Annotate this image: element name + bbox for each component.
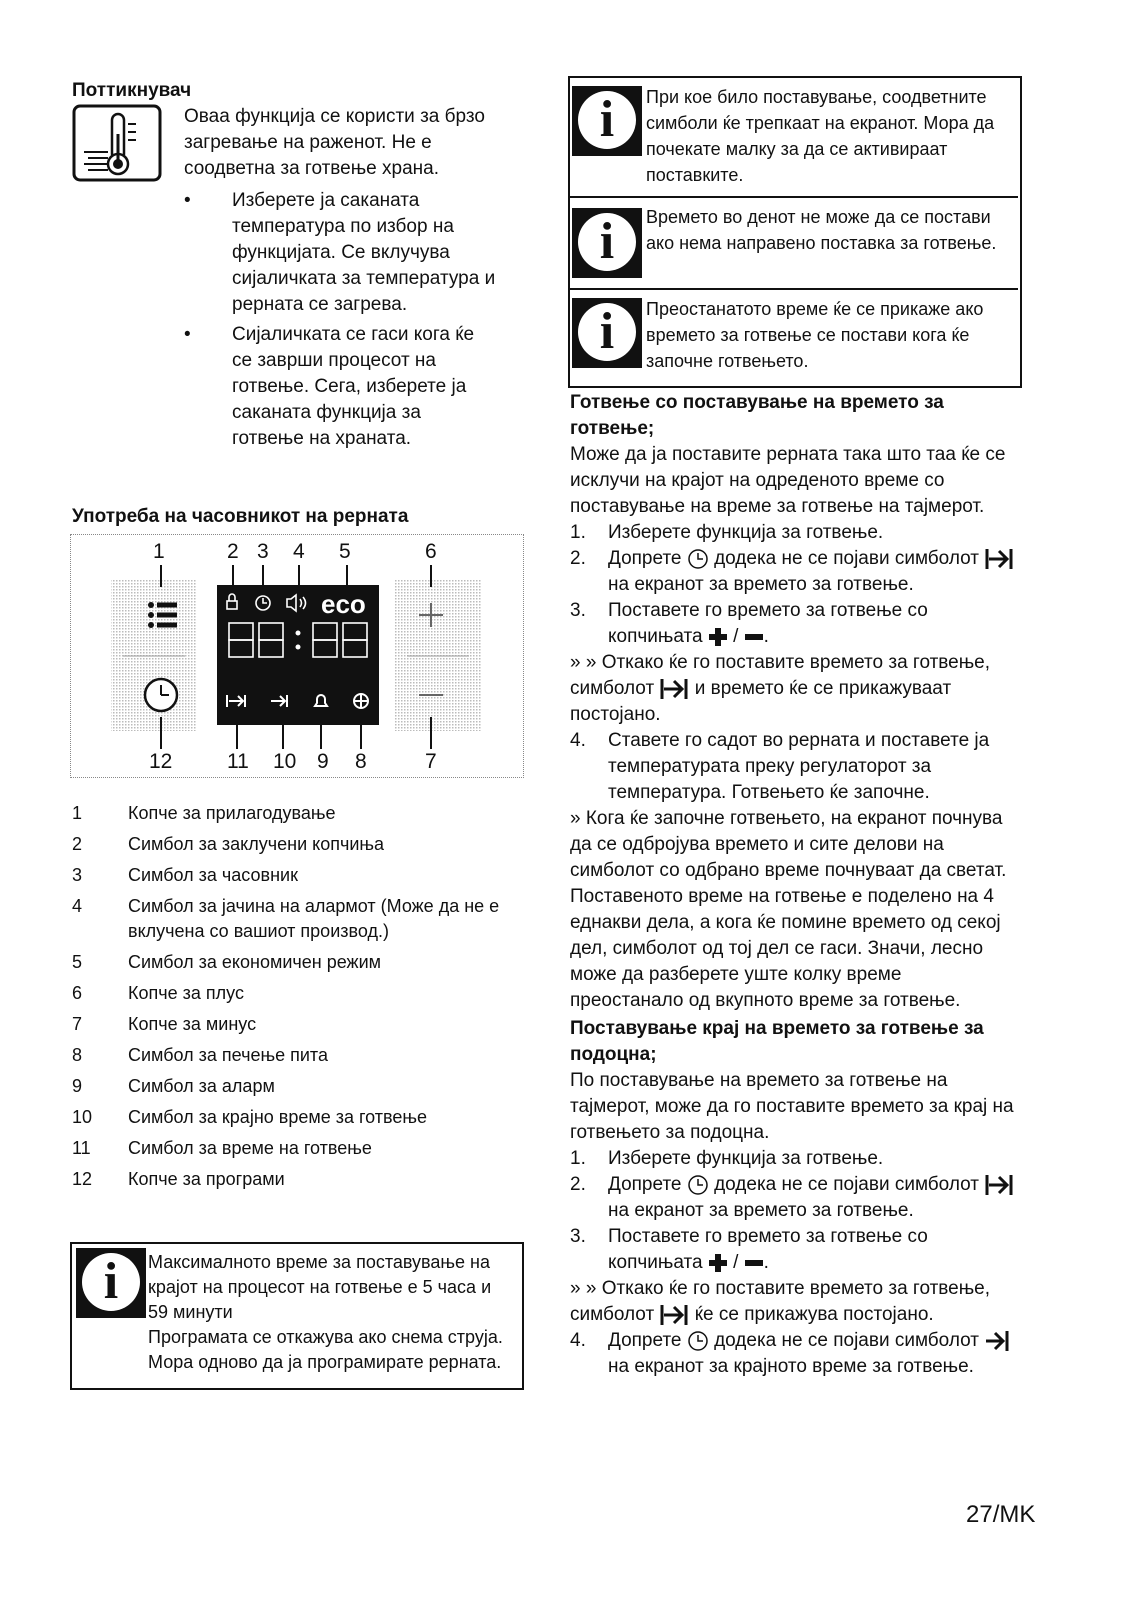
diagram-label-10: 10: [273, 750, 297, 773]
clock-heading: Употреба на часовникот на рерната: [72, 506, 409, 527]
info-icon: i: [572, 298, 642, 368]
info-icon: i: [572, 208, 642, 278]
legend-item: 1 Копче за прилагодување: [72, 803, 336, 823]
section-cooking-time-step4: [570, 728, 1030, 806]
step-item: 2. Допрете додека не се појави симболот на екранот за времето за готвење.: [570, 546, 1030, 598]
diagram-label-6: 6: [425, 540, 437, 563]
section-end-time-step4: [570, 1328, 1030, 1380]
legend-item: 2 Симбол за заклучени копчиња: [72, 834, 385, 854]
info-icon: i: [572, 86, 642, 156]
section-end-time-heading: Поставување крај на времето за готвење за подоцна;: [570, 1018, 984, 1065]
plus-icon: [708, 627, 728, 647]
legend-item: 5 Симбол за економичен режим: [72, 952, 382, 972]
info-2: i Времето во денот не може да се постави ако нема направено поставка за готвење.: [570, 200, 1018, 284]
legend-item: 12 Копче за програми: [72, 1169, 285, 1189]
minus-icon: [744, 627, 764, 647]
clock-icon: [687, 1330, 709, 1352]
step-item: 3. Поставете го времето за готвење со копчињата / .: [570, 1226, 928, 1273]
booster-heading: Поттикнувач: [72, 80, 192, 101]
cooking-time-icon: [984, 547, 1014, 571]
legend-item: 6 Копче за плус: [72, 983, 244, 1003]
diagram-label-2: 2: [227, 540, 239, 563]
diagram-label-4: 4: [293, 540, 305, 563]
cooking-time-icon: [659, 677, 689, 701]
diagram-label-7: 7: [425, 750, 437, 773]
section-cooking-time-paragraph: » Кога ќе започне готвењето, на екранот почнува да се одбројува времето и сите делови на симболот со одбрано време почнуваат да светат. Поставеното време на готвење е поделено на 4 еднакви дела, а кога ќе помине времето од секој дел, симболот од тој дел се гаси. Значи, лесно може да разберете уште колку време преостанало од вкупното време за готвење.: [570, 808, 1007, 1011]
legend-item: 3 Симбол за часовник: [72, 865, 298, 885]
divider: [570, 288, 1018, 290]
section-cooking-time-steps: [570, 520, 1030, 650]
step-item: 1. Изберете функција за готвење.: [570, 522, 884, 543]
section-end-time-note: » » Откако ќе го поставите времето за готвење, симболот ќе се прикажува постојано.: [570, 1278, 991, 1325]
step-item: 4. Ставете го садот во рерната и поставете ја температурата преку регулаторот за температура. Готвењето ќе започне.: [570, 730, 990, 803]
clock-icon: [687, 548, 709, 570]
legend-item: 10 Симбол за крајно време за готвење: [72, 1107, 428, 1127]
legend-item: 9 Симбол за аларм: [72, 1076, 275, 1096]
section-cooking-time-note: » » Откако ќе го поставите времето за готвење, симболот и времето ќе се прикажуваат постојано.: [570, 652, 991, 725]
page-number: 27/MK: [966, 1501, 1036, 1528]
section-end-time-intro: По поставување на времето за готвење на тајмерот, може да го поставите времето за крај на готвењето за подоцна.: [570, 1070, 1014, 1143]
info-3: i Преостанатото време ќе се прикаже ако времето за готвење се постави кога ќе започне готвењето.: [570, 292, 1018, 382]
diagram-leader-lines: [71, 535, 523, 777]
control-panel-diagram: [70, 534, 524, 778]
eco-symbol: eco: [321, 589, 366, 619]
info-1: i При кое било поставување, соодветните симболи ќе трепкаат на екранот. Мора да почекате малку за да се активираат поставките.: [570, 80, 1018, 190]
info-icon: i: [76, 1248, 146, 1318]
section-end-time-steps: [570, 1146, 1030, 1276]
legend-item: 4 Симбол за јачина на алармот (Може да не е вклучена со вашиот производ.): [72, 896, 500, 941]
section-cooking-time-heading: Готвење со поставување на времето за готвење;: [570, 392, 944, 439]
step-item: 3. Поставете го времето за готвење со копчињата / .: [570, 600, 928, 647]
cooking-time-icon: [659, 1303, 689, 1327]
plus-icon: [708, 1253, 728, 1273]
minus-icon: [744, 1253, 764, 1273]
thermometer-icon: [72, 104, 162, 182]
diagram-label-12: 12: [149, 750, 173, 773]
diagram-label-5: 5: [339, 540, 351, 563]
legend-item: 7 Копче за минус: [72, 1014, 257, 1034]
cooking-time-icon: [984, 1173, 1014, 1197]
diagram-label-8: 8: [355, 750, 367, 773]
diagram-label-3: 3: [257, 540, 269, 563]
booster-intro: Оваа функција се користи за брзо загревање на раженот. Не е соодветна за готвење храна.: [184, 106, 485, 179]
booster-bullet-1: • Изберете ја саканата температура по избор на функцијата. Се вклучува сијаличката за температура и рерната се загрева.: [184, 190, 496, 315]
clock-icon: [687, 1174, 709, 1196]
diagram-label-11: 11: [227, 750, 249, 773]
step-item: 1. Изберете функција за готвење.: [570, 1148, 884, 1169]
booster-bullet-2: • Сијаличката се гаси кога ќе се заврши процесот на готвење. Сега, изберете ја саканата функција за готвење на храната.: [184, 324, 475, 449]
legend-list: [72, 801, 532, 1198]
divider: [570, 196, 1018, 198]
legend-item: 11 Симбол за време на готвење: [72, 1138, 372, 1158]
legend-item: 8 Симбол за печење пита: [72, 1045, 328, 1065]
section-cooking-time-intro: Може да ја поставите рерната така што таа ќе се исклучи на крајот на одреденото време со поставување на време за готвење на тајмерот.: [570, 444, 1006, 517]
end-time-icon: [984, 1329, 1010, 1353]
step-item: 2. Допрете додека не се појави симболот на екранот за времето за готвење.: [570, 1172, 1030, 1224]
step-item: 4. Допрете додека не се појави симболот на екранот за крајното време за готвење.: [570, 1328, 1030, 1380]
diagram-label-9: 9: [317, 750, 329, 773]
diagram-label-1: 1: [153, 540, 165, 563]
info-box-max-time: i Максималното време за поставување на крајот на процесот на готвење е 5 часа и 59 минути Програмата се откажува ако снема струја. Мора одново да ја програмирате рерната.: [70, 1242, 524, 1390]
